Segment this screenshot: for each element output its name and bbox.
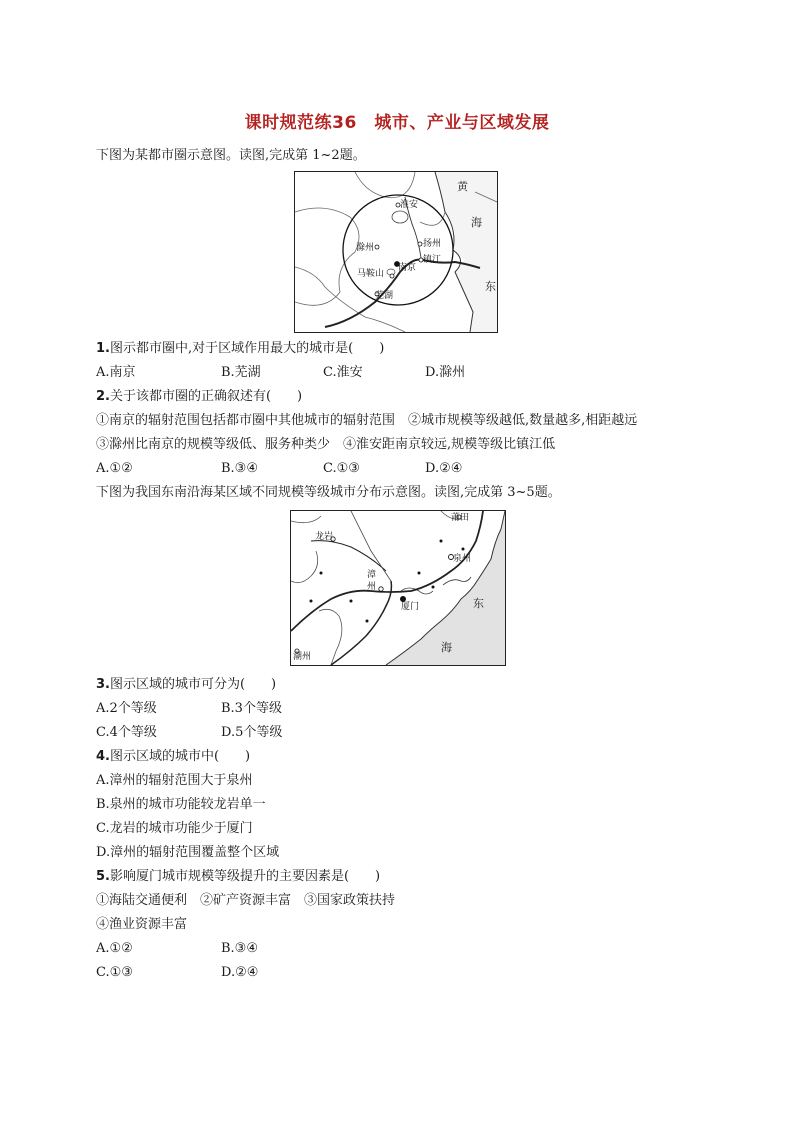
question-1 [96, 340, 384, 358]
q5-statements-line-2: ④渔业资源丰富 [96, 917, 188, 932]
city-label-nanjing: 南京 [398, 263, 417, 273]
page-title: 课时规范练36 城市、产业与区域发展 [244, 113, 550, 133]
q2-option-d: D.②④ [425, 461, 463, 476]
city-label-huaian: 淮安 [400, 200, 419, 210]
question-1-number: 1. [96, 341, 110, 356]
city-label-quanzhou: 泉州 [453, 554, 472, 564]
sea-label-top: 黄 [457, 180, 468, 193]
q2-statements-line-2: ③滁州比南京的规模等级低、服务种类少 ④淮安距南京较远,规模等级比镇江低 [96, 437, 556, 452]
east-sea-label: 东 [473, 597, 484, 610]
question-1-text: 图示都市圈中,对于区域作用最大的城市是( ) [109, 341, 385, 356]
sea-label: 海 [441, 641, 452, 654]
question-5-number: 5. [96, 869, 110, 884]
city-label-putian: 莆田 [451, 513, 470, 523]
coastal-cities-map-drawing [291, 511, 505, 665]
question-2 [96, 388, 302, 406]
q4-option-b: B.泉州的城市功能较龙岩单一 [96, 797, 266, 812]
intro-text-2: 下图为我国东南沿海某区域不同规模等级城市分布示意图。读图,完成第 3~5题。 [96, 485, 561, 500]
q5-option-d: D.②④ [221, 965, 259, 980]
question-2-number: 2. [96, 389, 110, 404]
q1-option-b: B.芜湖 [221, 365, 261, 380]
question-4 [96, 748, 250, 766]
q2-statements-line-1: ①南京的辐射范围包括都市圈中其他城市的辐射范围 ②城市规模等级越低,数量越多,相距越远 [96, 413, 638, 428]
question-4-text: 图示区域的城市中( ) [109, 749, 251, 764]
city-label-chaozhou: 潮州 [293, 652, 312, 662]
city-label-longyan: 龙岩 [315, 532, 334, 542]
q4-option-c: C.龙岩的城市功能少于厦门 [96, 821, 253, 836]
intro-text-1: 下图为某都市圈示意图。读图,完成第 1~2题。 [96, 148, 366, 163]
question-3-number: 3. [96, 677, 110, 692]
city-label-zhangzhou-2: 州 [367, 582, 377, 592]
metro-circle-map [294, 171, 498, 333]
city-label-maanshan: 马鞍山 [357, 269, 385, 279]
city-label-wuhu: 芜湖 [375, 291, 394, 301]
question-3-text: 图示区域的城市可分为( ) [109, 677, 277, 692]
sea-label-bottom: 海 [471, 216, 482, 229]
q4-option-d: D.漳州的辐射范围覆盖整个区域 [96, 845, 280, 860]
q1-option-d: D.滁州 [425, 365, 466, 380]
q5-option-c: C.①③ [96, 965, 133, 980]
east-label: 东 [485, 280, 496, 293]
question-5-text: 影响厦门城市规模等级提升的主要因素是( ) [109, 869, 381, 884]
city-label-xiamen: 厦门 [401, 602, 420, 612]
metro-circle-map-drawing [295, 172, 497, 332]
q5-option-a: A.①② [96, 941, 133, 956]
city-label-zhangzhou-1: 漳 [367, 570, 377, 580]
q3-option-c: C.4个等级 [96, 725, 157, 740]
q2-option-b: B.③④ [221, 461, 258, 476]
city-label-zhenjiang: 镇江 [423, 255, 442, 265]
question-4-number: 4. [96, 749, 110, 764]
q5-option-b: B.③④ [221, 941, 258, 956]
q1-option-c: C.淮安 [323, 365, 363, 380]
city-label-yangzhou: 扬州 [423, 239, 442, 249]
question-2-text: 关于该都市圈的正确叙述有( ) [109, 389, 303, 404]
q3-option-d: D.5个等级 [221, 725, 283, 740]
coastal-cities-map [290, 510, 506, 666]
question-3 [96, 676, 276, 694]
city-label-chuzhou: 滁州 [356, 243, 375, 253]
q2-option-c: C.①③ [323, 461, 360, 476]
q1-option-a: A.南京 [96, 365, 136, 380]
q5-statements-line-1: ①海陆交通便利 ②矿产资源丰富 ③国家政策扶持 [96, 893, 396, 908]
question-5 [96, 868, 380, 886]
q2-option-a: A.①② [96, 461, 133, 476]
q3-option-b: B.3个等级 [221, 701, 282, 716]
q3-option-a: A.2个等级 [96, 701, 157, 716]
q4-option-a: A.漳州的辐射范围大于泉州 [96, 773, 253, 788]
